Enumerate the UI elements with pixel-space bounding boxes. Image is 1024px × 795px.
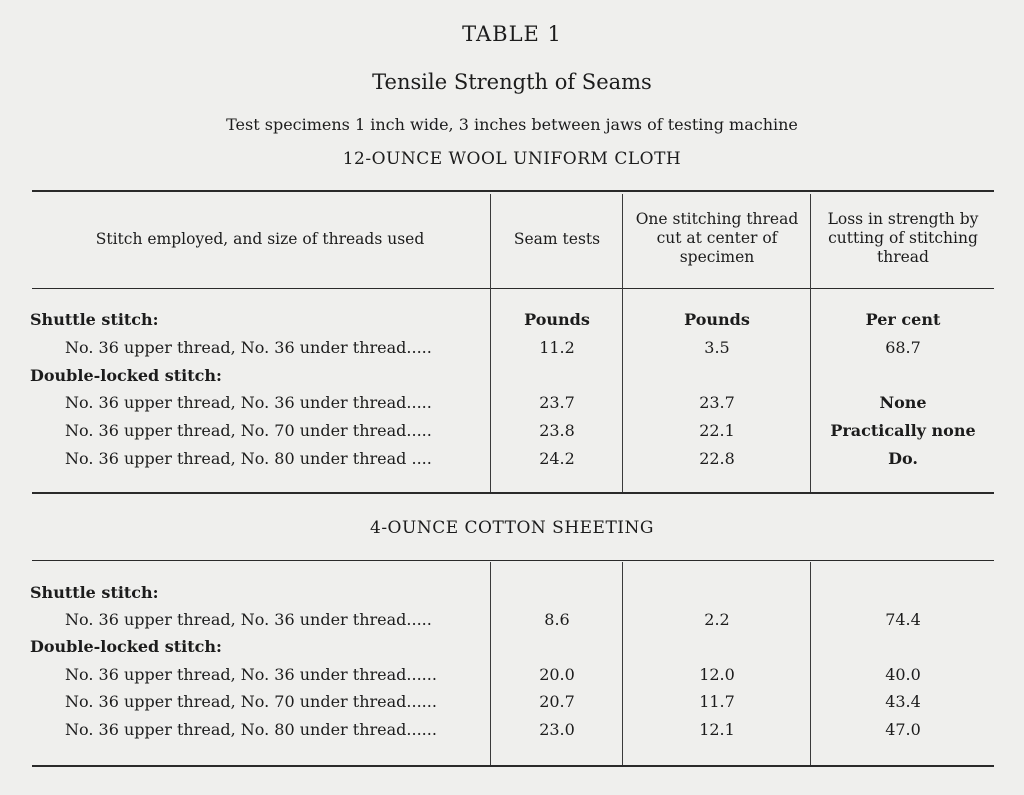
- table-row: [0, 446, 1024, 472]
- column-header-thread-cut: One stitching thread cut at center of specimen: [635, 210, 799, 266]
- seam-test-value: 20.7: [539, 692, 575, 711]
- row-label: No. 36 upper thread, No. 80 under thread ....: [65, 449, 432, 468]
- row-label: Double-locked stitch:: [30, 637, 222, 656]
- thread-cut-value: 12.1: [699, 720, 735, 739]
- column-header-loss: Loss in strength by cutting of stitching thread: [827, 210, 979, 266]
- table-row: [0, 418, 1024, 444]
- section-heading-wool: 12-OUNCE WOOL UNIFORM CLOTH: [342, 149, 682, 169]
- loss-value: 47.0: [885, 720, 921, 739]
- thread-cut-value: 2.2: [704, 610, 730, 629]
- loss-value: None: [879, 393, 927, 412]
- row-label: Double-locked stitch:: [30, 366, 222, 385]
- table-row: [0, 307, 1024, 333]
- loss-value: 68.7: [885, 338, 921, 357]
- seam-test-value: 20.0: [539, 665, 575, 684]
- table-row: [0, 335, 1024, 361]
- seam-test-value: 23.7: [539, 393, 575, 412]
- thread-cut-value: 3.5: [704, 338, 730, 357]
- column-header-stitch: Stitch employed, and size of threads used: [95, 230, 425, 248]
- unit-label: Pounds: [524, 310, 590, 329]
- column-header-seam-tests: Seam tests: [513, 230, 601, 248]
- row-label: No. 36 upper thread, No. 36 under thread......: [65, 665, 437, 684]
- row-label: No. 36 upper thread, No. 80 under thread......: [65, 720, 437, 739]
- rule-top: [32, 190, 994, 192]
- rule-section2-top: [32, 560, 994, 561]
- seam-test-value: 23.0: [539, 720, 575, 739]
- table-row: [0, 662, 1024, 688]
- loss-value: 40.0: [885, 665, 921, 684]
- table-row: [0, 580, 1024, 606]
- rule-section1-bottom: [32, 492, 994, 494]
- unit-label: Pounds: [684, 310, 750, 329]
- table-row: [0, 607, 1024, 633]
- section-heading-cotton: 4-OUNCE COTTON SHEETING: [370, 518, 654, 538]
- test-note: Test specimens 1 inch wide, 3 inches between jaws of testing machine: [226, 115, 798, 134]
- row-label: No. 36 upper thread, No. 36 under thread.....: [65, 393, 432, 412]
- table-subtitle: Tensile Strength of Seams: [372, 70, 652, 94]
- row-label: No. 36 upper thread, No. 70 under thread......: [65, 692, 437, 711]
- seam-test-value: 8.6: [544, 610, 570, 629]
- row-label: Shuttle stitch:: [30, 583, 159, 602]
- loss-value: Practically none: [830, 421, 976, 440]
- loss-value: Do.: [888, 449, 918, 468]
- thread-cut-value: 22.8: [699, 449, 735, 468]
- table-row: [0, 634, 1024, 660]
- row-label: No. 36 upper thread, No. 70 under thread.....: [65, 421, 432, 440]
- row-label: Shuttle stitch:: [30, 310, 159, 329]
- thread-cut-value: 11.7: [699, 692, 735, 711]
- table-title: TABLE 1: [462, 22, 562, 46]
- seam-test-value: 11.2: [539, 338, 575, 357]
- row-label: No. 36 upper thread, No. 36 under thread.....: [65, 338, 432, 357]
- rule-bottom: [32, 765, 994, 767]
- seam-test-value: 24.2: [539, 449, 575, 468]
- thread-cut-value: 22.1: [699, 421, 735, 440]
- table-row: [0, 363, 1024, 389]
- thread-cut-value: 23.7: [699, 393, 735, 412]
- table-row: [0, 689, 1024, 715]
- table-row: [0, 390, 1024, 416]
- loss-value: 74.4: [885, 610, 921, 629]
- loss-value: 43.4: [885, 692, 921, 711]
- table-row: [0, 717, 1024, 743]
- seam-test-value: 23.8: [539, 421, 575, 440]
- unit-label: Per cent: [865, 310, 941, 329]
- row-label: No. 36 upper thread, No. 36 under thread.....: [65, 610, 432, 629]
- rule-header-bottom: [32, 288, 994, 289]
- thread-cut-value: 12.0: [699, 665, 735, 684]
